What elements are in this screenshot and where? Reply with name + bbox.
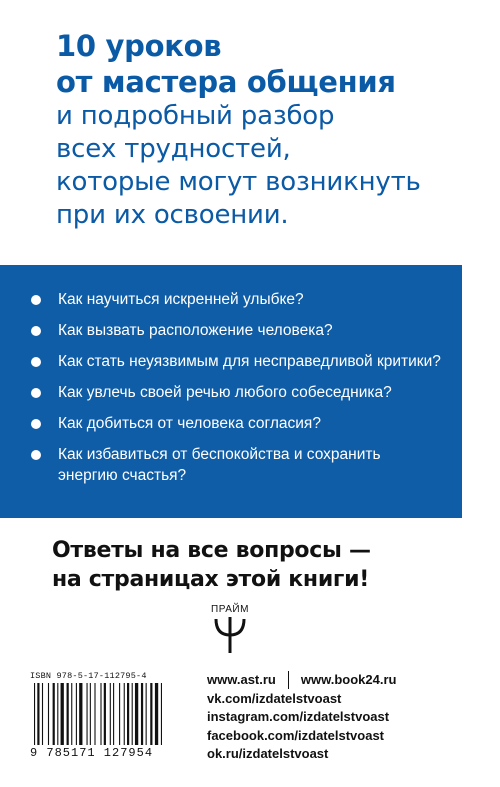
bullet-icon — [31, 357, 41, 367]
headline-line: которые могут возникнуть — [56, 167, 421, 197]
questions-panel — [0, 265, 462, 518]
answers-line: Ответы на все вопросы — — [52, 538, 371, 563]
question-text: Как добиться от человека согласия? — [58, 415, 321, 432]
answers-line: на страницах этой книги! — [52, 567, 369, 592]
sites-row — [207, 671, 497, 690]
question-item — [0, 413, 462, 434]
question-item — [0, 289, 462, 310]
question-text: Как избавиться от беспокойства и сохранить энергию счастья? — [58, 446, 381, 484]
publisher-links — [207, 671, 497, 764]
bullet-icon — [31, 326, 41, 336]
headline — [56, 28, 486, 232]
psi-icon — [213, 615, 247, 655]
link-ok[interactable]: ok.ru/izdatelstvoast — [207, 746, 329, 761]
barcode-icon — [30, 683, 190, 745]
headline-bold-line: 10 уроков — [56, 29, 222, 63]
question-text: Как вызвать расположение человека? — [58, 322, 333, 339]
headline-line: и подробный разбор — [56, 101, 335, 131]
question-item — [0, 382, 462, 403]
barcode-block — [30, 671, 190, 761]
link-book24[interactable]: www.book24.ru — [300, 672, 397, 687]
question-item — [0, 320, 462, 341]
link-ast[interactable]: www.ast.ru — [207, 672, 276, 687]
headline-line: при их освоении. — [56, 200, 289, 230]
question-text: Как стать неуязвимым для несправедливой критики? — [58, 353, 441, 370]
bullet-icon — [31, 419, 41, 429]
answers-text — [52, 536, 492, 594]
isbn-text: ISBN 978-5-17-112795-4 — [30, 671, 147, 681]
headline-line: всех трудностей, — [56, 134, 291, 164]
question-item — [0, 351, 462, 372]
link-vk[interactable]: vk.com/izdatelstvoast — [207, 690, 342, 706]
question-text: Как научиться искренней улыбке? — [58, 291, 304, 308]
link-instagram[interactable]: instagram.com/izdatelstvoast — [207, 709, 390, 724]
logo-text: ПРАЙМ — [211, 604, 249, 615]
bullet-icon — [31, 388, 41, 398]
link-facebook[interactable]: facebook.com/izdatelstvoast — [207, 727, 384, 743]
divider — [288, 671, 289, 689]
publisher-logo — [205, 604, 255, 660]
question-item — [0, 444, 462, 486]
bullet-icon — [31, 450, 41, 460]
questions-list — [0, 265, 462, 486]
bullet-icon — [31, 295, 41, 305]
headline-bold-line: от мастера общения — [56, 65, 396, 99]
question-text: Как увлечь своей речью любого собеседника? — [58, 384, 392, 401]
barcode-number: 9 785171 127954 — [30, 746, 154, 760]
